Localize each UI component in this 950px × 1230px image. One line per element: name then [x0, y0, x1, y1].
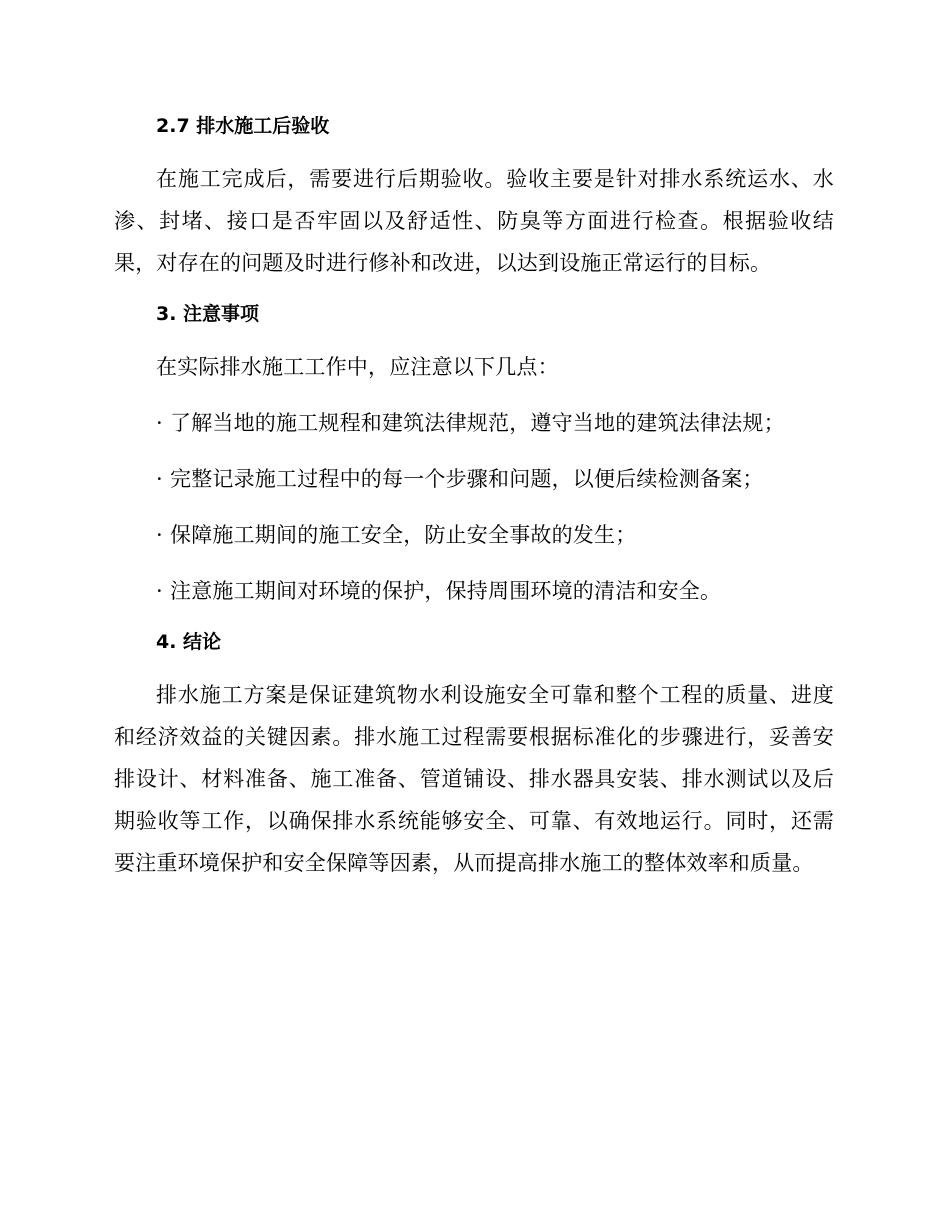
- section-3-intro: 在实际排水施工工作中，应注意以下几点：: [156, 355, 559, 379]
- list-item: [114, 458, 834, 500]
- list-item: [114, 402, 834, 444]
- section-2-7-paragraph: 在施工完成后，需要进行后期验收。验收主要是针对排水系统运水、水渗、封堵、接口是否牢固以及舒适性、防臭等方面进行检查。根据验收结果，对存在的问题及时进行修补和改进，以达到设施正常运行的目标。: [114, 167, 834, 275]
- list-item-text: 保障施工期间的施工安全，防止安全事故的发生；: [170, 523, 637, 547]
- bullet-dot: ·: [156, 579, 163, 603]
- list-item-text: 了解当地的施工规程和建筑法律规范，遵守当地的建筑法律法规；: [170, 411, 785, 435]
- list-item-text: 完整记录施工过程中的每一个步骤和问题，以便后续检测备案；: [170, 467, 764, 491]
- section-4-heading: 4. 结论: [156, 631, 222, 653]
- document-body: [114, 110, 834, 898]
- section-2-7-heading: 2.7 排水施工后验收: [156, 115, 330, 137]
- bullet-dot: ·: [156, 523, 163, 547]
- section-4-paragraph: 排水施工方案是保证建筑物水利设施安全可靠和整个工程的质量、进度和经济效益的关键因素。排水施工过程需要根据标准化的步骤进行，妥善安排设计、材料准备、施工准备、管道铺设、排水器具安装、排水测试以及后期验收等工作，以确保排水系统能够安全、可靠、有效地运行。同时，还需要注重环境保护和安全保障等因素，从而提高排水施工的整体效率和质量。: [114, 683, 834, 875]
- bullet-dot: ·: [156, 411, 163, 435]
- section-3-heading: 3. 注意事项: [156, 303, 260, 325]
- bullet-dot: ·: [156, 467, 163, 491]
- list-item: [114, 570, 834, 612]
- list-item-text: 注意施工期间对环境的保护，保持周围环境的清洁和安全。: [170, 579, 722, 603]
- list-item: [114, 514, 834, 556]
